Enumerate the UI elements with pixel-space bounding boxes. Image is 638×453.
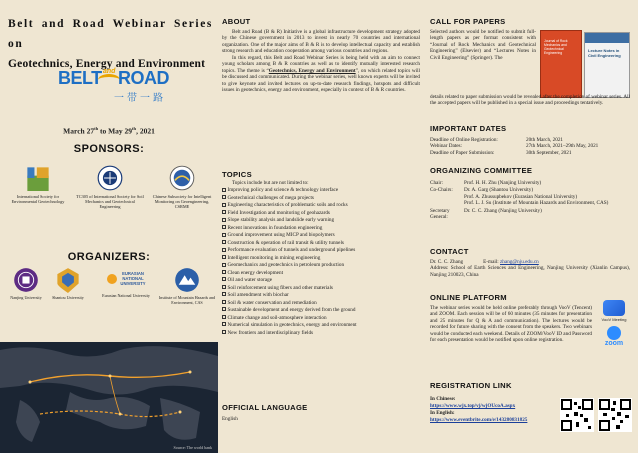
organizer-item <box>98 267 154 298</box>
checkbox-icon <box>222 270 226 274</box>
checkbox-icon <box>222 188 226 192</box>
checkbox-icon <box>222 292 226 296</box>
checkbox-icon <box>222 330 226 334</box>
checkbox-icon <box>222 277 226 281</box>
eurasian-logo-text: EURASIAN NATIONAL UNIVERSITY <box>120 271 146 286</box>
isegt-logo-icon <box>24 165 52 191</box>
topic-text: Improving policy and science & technology interface <box>227 187 339 194</box>
theme-highlight: Geotechnics, Energy and Environment <box>268 67 356 74</box>
committee-role: Secretary General: <box>430 207 450 221</box>
language-heading: OFFICIAL LANGUAGE <box>222 403 308 412</box>
logo-swirl-icon <box>98 74 120 86</box>
about-paragraph-1: Belt and Road (B & R) Initiative is a global infrastructure development strategy adopted by the Chinese government in 2013 to invest in nearly 70 countries and international organization. One of the major aims of B & R is to develop intellectual capacity and establish strong research and education cooperation among various countries and regions. <box>222 29 420 55</box>
language-value: English <box>222 416 238 422</box>
page-title <box>8 14 213 74</box>
topic-text: Numerical simulation in geotechnics, energy and environment <box>227 322 357 329</box>
right-column <box>426 0 634 453</box>
sponsor-name: International Society for Environmental Geotechnology <box>11 194 65 204</box>
checkbox-icon <box>222 263 226 267</box>
organizer-name: Institute of Mountain Hazards and Environment, CAS <box>158 295 216 305</box>
registration-en-label: In English: <box>430 410 455 416</box>
topic-item <box>222 187 420 194</box>
checkbox-icon <box>222 322 226 326</box>
registration-cn-link[interactable]: https://www.wjx.top/vj/wjOUcoA.aspx <box>430 403 516 409</box>
checkbox-icon <box>222 300 226 304</box>
contact-name: Dr. C. C. Zhang <box>430 259 464 265</box>
zoom-label: zoom <box>604 340 624 347</box>
committee-role: Co-Chairs: <box>430 187 453 194</box>
important-dates-heading: IMPORTANT DATES <box>430 124 507 133</box>
committee-member: Dr. A. Garg (Shantou University) <box>464 187 534 194</box>
committee-names <box>464 208 630 221</box>
contact-heading: CONTACT <box>430 247 469 256</box>
call-for-papers-text-1: Selected authors would be notified to submit full-length papers as per format consistent with “Journal of Rock Mechanics and Geotechnical Engineering” (Elsevier) and “Lectures Notes in Civil Engineering” (Springer). The <box>430 29 536 61</box>
committee-member: Dr. C. C. Zhang (Nanjing University) <box>464 207 542 214</box>
topic-text: Clean energy development <box>227 269 284 276</box>
topic-text: Performance evaluation of tunnels and underground pipelines <box>227 247 356 254</box>
topics-heading: TOPICS <box>222 170 252 179</box>
topic-text: Soil amendment with biochar <box>227 292 289 299</box>
contact-email-link[interactable]: zhang@nju.edu.cn <box>500 259 539 265</box>
committee-member: Prof. H. H. Zhu (Nanjing University) <box>464 180 542 186</box>
registration-heading: REGISTRATION LINK <box>430 381 512 390</box>
qr-code-english-icon[interactable] <box>598 398 632 432</box>
journal-cover-title: Journal of Rock Mechanics and Geotechnical Engineering <box>544 39 568 55</box>
voov-label: VooV Meeting <box>601 317 627 322</box>
important-dates-table <box>430 137 630 156</box>
cover-band <box>585 33 629 43</box>
checkbox-icon <box>222 218 226 222</box>
topic-text: Construction & operation of rail transit & utility tunnels <box>227 239 344 246</box>
organizer-item <box>158 267 216 305</box>
lecture-notes-cover-title: Lecture Notes in Civil Engineering <box>588 48 621 58</box>
committee-member: Prof. L. J. Su (Institute of Mountain Hazards and Environment, CAS) <box>464 200 609 207</box>
topic-text: Ground improvement using MICP and biopolymers <box>227 232 335 239</box>
checkbox-icon <box>222 315 226 319</box>
registration-en-link[interactable]: https://www.eventbrite.com/e/143280831825 <box>430 417 528 423</box>
committee-table <box>430 180 630 222</box>
checkbox-icon <box>222 248 226 252</box>
publication-covers <box>540 30 630 100</box>
date-label: Deadline of Online Registration: <box>430 137 498 143</box>
title-line-2: Geotechnics, Energy and Environment <box>8 58 206 70</box>
topic-item <box>222 315 420 322</box>
sponsor-name: Chinese Subsociety for Intelligent Monitoring on Geoengineering, CSRME <box>152 194 212 209</box>
checkbox-icon <box>222 195 226 199</box>
topic-text: Geotechnical challenges of mega projects <box>227 194 314 201</box>
topic-item <box>222 330 420 337</box>
topic-item <box>222 307 420 314</box>
committee-row <box>430 187 630 206</box>
topic-item <box>222 217 420 224</box>
committee-row <box>430 180 630 186</box>
about-heading: ABOUT <box>222 17 251 26</box>
belt-and-road-logo <box>58 68 178 104</box>
committee-row <box>430 208 630 221</box>
checkbox-icon <box>222 233 226 237</box>
topic-text: Intelligent monitoring in mining engineering <box>227 254 321 261</box>
organizer-name: Nanjing University <box>10 295 42 300</box>
sponsor-item <box>4 165 72 204</box>
topic-text: Climate change and soil-atmosphere interaction <box>227 314 327 321</box>
organizers-list <box>4 267 216 339</box>
topic-text: Soil reinforcement using fibers and other materials <box>227 284 333 291</box>
platform-heading: ONLINE PLATFORM <box>430 293 507 302</box>
date-value: 30th September, 2021 <box>526 149 572 156</box>
topic-item <box>222 277 420 284</box>
about-p2-end: ”, on which related topics will be discussed and communicated. During the webinar series, well known experts will be invited to give keynote and invited lectures on up-to-date research findings, hotspots and difficult issues in geotechnics, energy and environment, especially in context of B & R countries. <box>222 67 420 94</box>
topic-text: Recent innovations in foundation engineering <box>227 224 323 231</box>
topic-item <box>222 232 420 239</box>
world-map-illustration <box>0 342 218 453</box>
topic-text: Engineering characteristics of problematic soils and rocks <box>227 202 348 209</box>
topic-text: Slope stability analysis and landslide early warning <box>227 217 335 224</box>
zoom-logo-icon <box>607 326 621 340</box>
about-p2-start: In this regard, this Belt and Road Webinar Series is being held with an aim to connect young scholars among B & R countries as well as to identify mutually interested research topics. The theme is “ <box>222 54 420 74</box>
topic-text: Sustainable development and energy derived from the ground <box>227 307 356 314</box>
sponsors-heading: SPONSORS: <box>73 143 145 155</box>
topics-lead: Topics include but are not limited to: <box>232 180 309 186</box>
topic-item <box>222 202 420 209</box>
checkbox-icon <box>222 203 226 207</box>
title-line-1: Belt and Road Webinar Series on <box>8 18 213 50</box>
shantou-university-logo-icon <box>55 267 81 293</box>
sponsor-item <box>76 165 144 209</box>
nanjing-university-logo-icon <box>13 267 39 293</box>
date-value: 27th March, 2021–29th May, 2021 <box>526 143 599 150</box>
topic-text: Oil and water storage <box>227 277 273 284</box>
call-for-papers-text-2: details related to paper submission would be revealed after the completion of webinar series. All the accepted papers will be published in a special issue and proceedings tentatively. <box>430 94 630 107</box>
topic-text: Geomechanics and geotechnics in petroleum production <box>227 262 345 269</box>
topic-item <box>222 270 420 277</box>
sponsor-name: TC305 of International Society for Soil Mechanics and Geotechnical Engineering <box>76 194 144 209</box>
contact-text <box>430 259 630 278</box>
organizers-heading: ORGANIZERS: <box>67 251 151 263</box>
committee-names <box>464 180 630 186</box>
checkbox-icon <box>222 285 226 289</box>
topic-item <box>222 322 420 329</box>
checkbox-icon <box>222 307 226 311</box>
date-label: Webinar Dates: <box>430 143 462 150</box>
organizer-name: Eurasian National University <box>102 293 150 298</box>
meeting-platform-logos <box>596 300 632 358</box>
topic-text: New frontiers and interdisciplinary fields <box>227 329 314 336</box>
committee-heading: ORGANIZING COMMITTEE <box>430 166 533 175</box>
topic-item <box>222 292 420 299</box>
topics-list <box>222 180 420 337</box>
webinar-dates: March 27th to May 29th, 2021 <box>63 126 155 136</box>
topic-item <box>222 255 420 262</box>
checkbox-icon <box>222 255 226 259</box>
committee-member: Prof. A. Zhussupbekov (Eurasian National University) <box>464 193 578 200</box>
map-source-caption: Source: The world bank <box>173 445 212 450</box>
lecture-notes-cover-image <box>584 32 630 98</box>
checkbox-icon <box>222 210 226 214</box>
call-for-papers-heading: CALL FOR PAPERS <box>430 17 506 26</box>
topic-items <box>222 187 420 337</box>
contact-email-label: E-mail: <box>483 259 499 265</box>
belt-and-road-map <box>0 342 218 453</box>
checkbox-icon <box>222 225 226 229</box>
date-value: 20th March, 2021 <box>526 137 564 143</box>
date-row <box>430 150 630 156</box>
topic-text: Soil & water conservation and remediation <box>227 299 317 306</box>
platform-text: The webinar series would be held online preferably through VooV (Tencent) and ZOOM. Each session will be of 60 minutes (35 minutes for presentation and 25 minutes for Q & A and communication). The lectures would be recorded for future sharing with the consent from the speakers. Two webinars would be conducted each weekend. Details of ZOOM/VooV ID and Password for each presentation would be notified upon online registration. <box>430 305 592 344</box>
about-paragraph-2 <box>222 55 420 94</box>
logo-road-text: ROAD <box>118 68 169 88</box>
logo-and-text: and <box>103 68 116 75</box>
committee-role: Chair: <box>430 180 443 186</box>
organizer-item <box>4 267 48 300</box>
about-text <box>222 29 420 94</box>
qr-code-chinese-icon[interactable] <box>560 398 594 432</box>
date-label: Deadline of Paper Submission: <box>430 149 495 156</box>
voov-logo-icon <box>603 300 625 316</box>
topic-item <box>222 210 420 217</box>
organizer-item <box>46 267 90 300</box>
sponsor-item <box>148 165 216 209</box>
checkbox-icon <box>222 240 226 244</box>
journal-cover-image <box>540 30 582 98</box>
logo-chinese-text: 一带一路 <box>114 93 166 104</box>
topic-item <box>222 225 420 232</box>
topic-item <box>222 262 420 269</box>
committee-names <box>464 187 630 206</box>
eurasian-university-logo-icon <box>106 267 146 291</box>
registration-cn-label: In Chinese: <box>430 396 456 402</box>
csrme-logo-icon <box>169 165 195 191</box>
left-column <box>0 0 218 453</box>
logo-belt-text: BELT <box>58 68 102 88</box>
tc305-logo-icon <box>97 165 123 191</box>
organizer-name: Shantou University <box>52 295 84 300</box>
topic-item <box>222 285 420 292</box>
registration-links <box>430 396 560 424</box>
contact-address: Address: School of Earth Sciences and Engineering, Nanjing University (Xianlin Campus), Nanjing 210023, China <box>430 265 630 278</box>
topic-text: Field Investigation and monitoring of geohazards <box>227 209 330 216</box>
middle-column <box>222 0 420 453</box>
sponsors-list <box>4 165 216 245</box>
imhe-cas-logo-icon <box>174 267 200 293</box>
topic-item <box>222 247 420 254</box>
